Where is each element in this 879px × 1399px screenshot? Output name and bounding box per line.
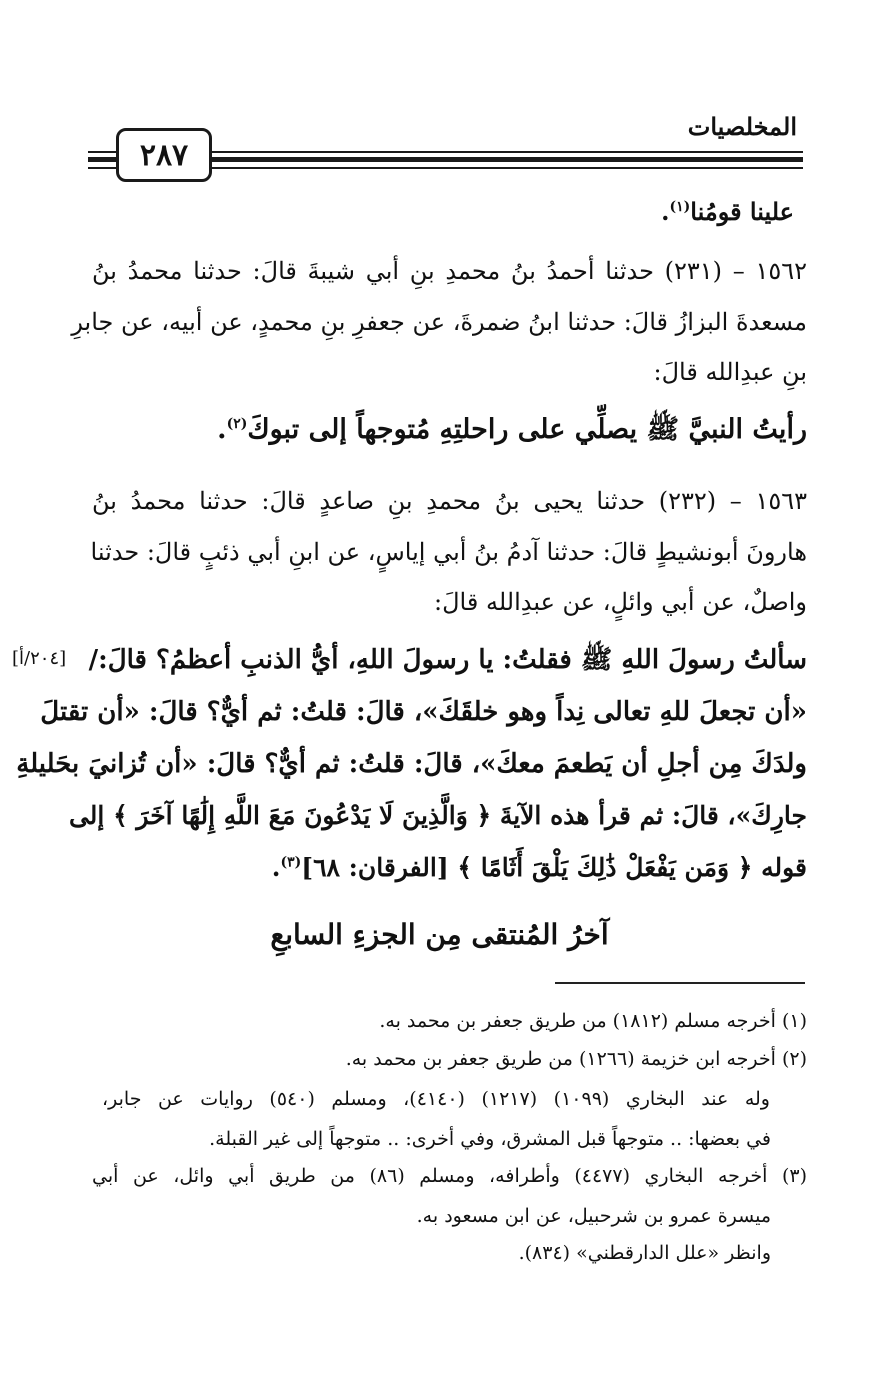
- running-title: المخلصيات: [687, 112, 797, 141]
- footnote-1: (١) أخرجه مسلم (١٨١٢) من طريق جعفر بن محمد به.: [379, 1010, 807, 1032]
- section-closing-heading: آخرُ المُنتقى مِن الجزءِ السابعِ: [270, 918, 609, 951]
- hadith-1563-isnad-line-2: هارونَ أبونشيطٍ قالَ: حدثنا آدمُ بنُ أبي إياسٍ، عن ابنِ أبي ذئبٍ قالَ: حدثنا: [90, 538, 807, 566]
- hadith-1562-matn: رأيتُ النبيَّ ﷺ يصلِّي على راحلتِهِ مُتوجهاً إلى تبوكَ$^{(٢)}$.: [217, 414, 807, 445]
- footnote-2-line-3: في بعضها: .. متوجهاً قبل المشرق، وفي أخرى: .. متوجهاً إلى غير القبلة.: [209, 1128, 771, 1150]
- hadith-1562-isnad-line-2: مسعدةَ البزازُ قالَ: حدثنا ابنُ ضمرةَ، عن جعفرِ بنِ محمدٍ، عن أبيه، عن جابرِ: [71, 308, 807, 336]
- page-header: [88, 108, 803, 182]
- footnote-ref-2: (٢): [226, 416, 248, 432]
- footnote-ref-3: (٣): [280, 854, 302, 871]
- footnote-2: (٢) أخرجه ابن خزيمة (١٢٦٦) من طريق جعفر بن محمد به.: [345, 1048, 807, 1070]
- hadith-1562-isnad-line-3: بنِ عبدِالله قالَ:: [653, 358, 807, 386]
- hadith-1562-isnad-line-1: ١٥٦٢ – (٢٣١) حدثنا أحمدُ بنُ محمدِ بنِ أبي شيبةَ قالَ: حدثنا محمدُ بنُ: [92, 257, 807, 285]
- footnote-3-line-2: ميسرة عمرو بن شرحبيل، عن ابن مسعود به.: [416, 1205, 771, 1227]
- footnote-3-line-3: وانظر «علل الدارقطني» (٨٣٤).: [518, 1242, 771, 1264]
- footnote-3: (٣) أخرجه البخاري (٤٤٧٧) وأطرافه، ومسلم (٨٦) من طريق أبي وائل، عن أبي: [92, 1165, 807, 1187]
- page-number-box: [116, 128, 212, 182]
- footnote-ref-1: (١): [669, 199, 691, 215]
- hadith-1563-matn-line-2: «أن تجعلَ للهِ تعالى نِداً وهو خلقَكَ»، قالَ: قلتُ: ثم أيٌّ؟ قالَ: «أن تقتلَ: [40, 697, 807, 727]
- hadith-1563-matn-line-5: قوله ﴿ وَمَن يَفْعَلْ ذَٰلِكَ يَلْقَ أَثَامًا ﴾ [الفرقان: ٦٨]$^{(٣)}$.: [271, 853, 807, 882]
- footnote-divider: [555, 982, 805, 984]
- continuation-line: علينا قومُنا$^{(١)}$.: [661, 197, 794, 226]
- footnote-2-line-2: وله عند البخاري (١٠٩٩) (١٢١٧) (٤١٤٠)، ومسلم (٥٤٠) روايات عن جابر،: [102, 1088, 770, 1110]
- hadith-1563-isnad-line-1: ١٥٦٣ – (٢٣٢) حدثنا يحيى بنُ محمدِ بنِ صاعدٍ قالَ: حدثنا محمدُ بنُ: [92, 487, 808, 515]
- hadith-1563-matn-line-3: ولدَكَ مِن أجلِ أن يَطعمَ معكَ»، قالَ: قلتُ: ثم أيٌّ؟ قالَ: «أن تُزانيَ بحَليلةِ: [16, 749, 807, 779]
- page-number: ٢٨٧: [139, 137, 189, 173]
- hadith-1563-isnad-line-3: واصلٌ، عن أبي وائلٍ، عن عبدِالله قالَ:: [434, 588, 807, 616]
- hadith-1563-matn-line-4: جارِكَ»، قالَ: ثم قرأ هذه الآيةَ ﴿ وَالَّذِينَ لَا يَدْعُونَ مَعَ اللَّهِ إِلَٰهًا آخَرَ ﴾ إلى: [68, 801, 807, 830]
- manuscript-folio-ref: [٢٠٤/أ]: [12, 648, 67, 669]
- hadith-1563-matn-line-1: سألتُ رسولَ اللهِ ﷺ فقلتُ: يا رسولَ اللهِ، أيُّ الذنبِ أعظمُ؟ قالَ:/: [88, 645, 807, 675]
